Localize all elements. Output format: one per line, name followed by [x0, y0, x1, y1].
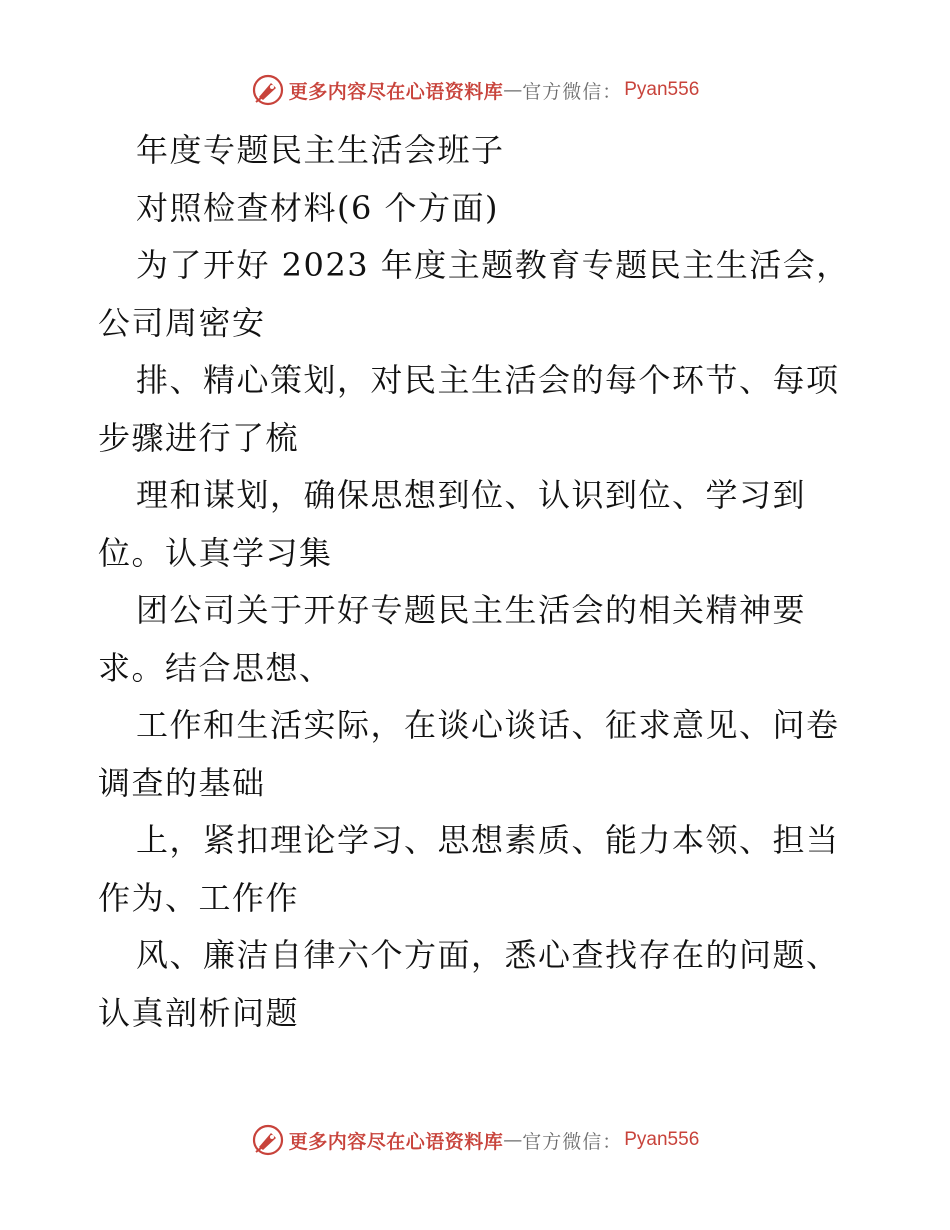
- doc-line: 步骤进行了梳: [98, 418, 300, 457]
- doc-line: 工作和生活实际，在谈心谈话、征求意见、问卷: [136, 706, 840, 744]
- doc-line: 认真剖析问题: [98, 993, 300, 1032]
- doc-line: 团公司关于开好专题民主生活会的相关精神要: [136, 591, 807, 629]
- watermark-site-text: 更多内容尽在心语资料库: [288, 1130, 504, 1153]
- doc-line: 排、精心策划，对民主生活会的每个环节、每项: [136, 361, 840, 399]
- document-body: [98, 122, 858, 1042]
- pen-nib-logo-icon: [251, 1123, 285, 1157]
- pen-nib-logo-icon: [251, 73, 285, 107]
- doc-line: 作为、工作作: [98, 878, 300, 917]
- watermark-header: [0, 70, 950, 110]
- watermark-separator: —: [503, 1129, 523, 1151]
- doc-line: 求。结合思想、: [98, 648, 333, 687]
- watermark-label: 官方微信：: [522, 80, 623, 103]
- watermark-footer: [0, 1120, 950, 1160]
- watermark-wechat-id: Pyan556: [624, 1129, 700, 1150]
- doc-line: 风、廉洁自律六个方面，悉心查找存在的问题、: [136, 936, 840, 974]
- watermark-label: 官方微信：: [522, 1130, 623, 1153]
- watermark-site-text: 更多内容尽在心语资料库: [288, 80, 504, 103]
- watermark-wechat-id: Pyan556: [624, 79, 700, 100]
- doc-line: 调查的基础: [98, 763, 266, 802]
- watermark-separator: —: [503, 79, 523, 101]
- doc-line: 公司周密安: [98, 303, 266, 342]
- doc-line: 为了开好 2023 年度主题教育专题民主生活会，: [136, 246, 850, 284]
- doc-line: 上，紧扣理论学习、思想素质、能力本领、担当: [136, 821, 840, 859]
- doc-title-line-1: 年度专题民主生活会班子: [136, 131, 505, 169]
- doc-title-line-2: 对照检查材料(6 个方面): [136, 188, 500, 227]
- doc-line: 位。认真学习集: [98, 533, 333, 572]
- doc-line: 理和谋划，确保思想到位、认识到位、学习到: [136, 476, 807, 514]
